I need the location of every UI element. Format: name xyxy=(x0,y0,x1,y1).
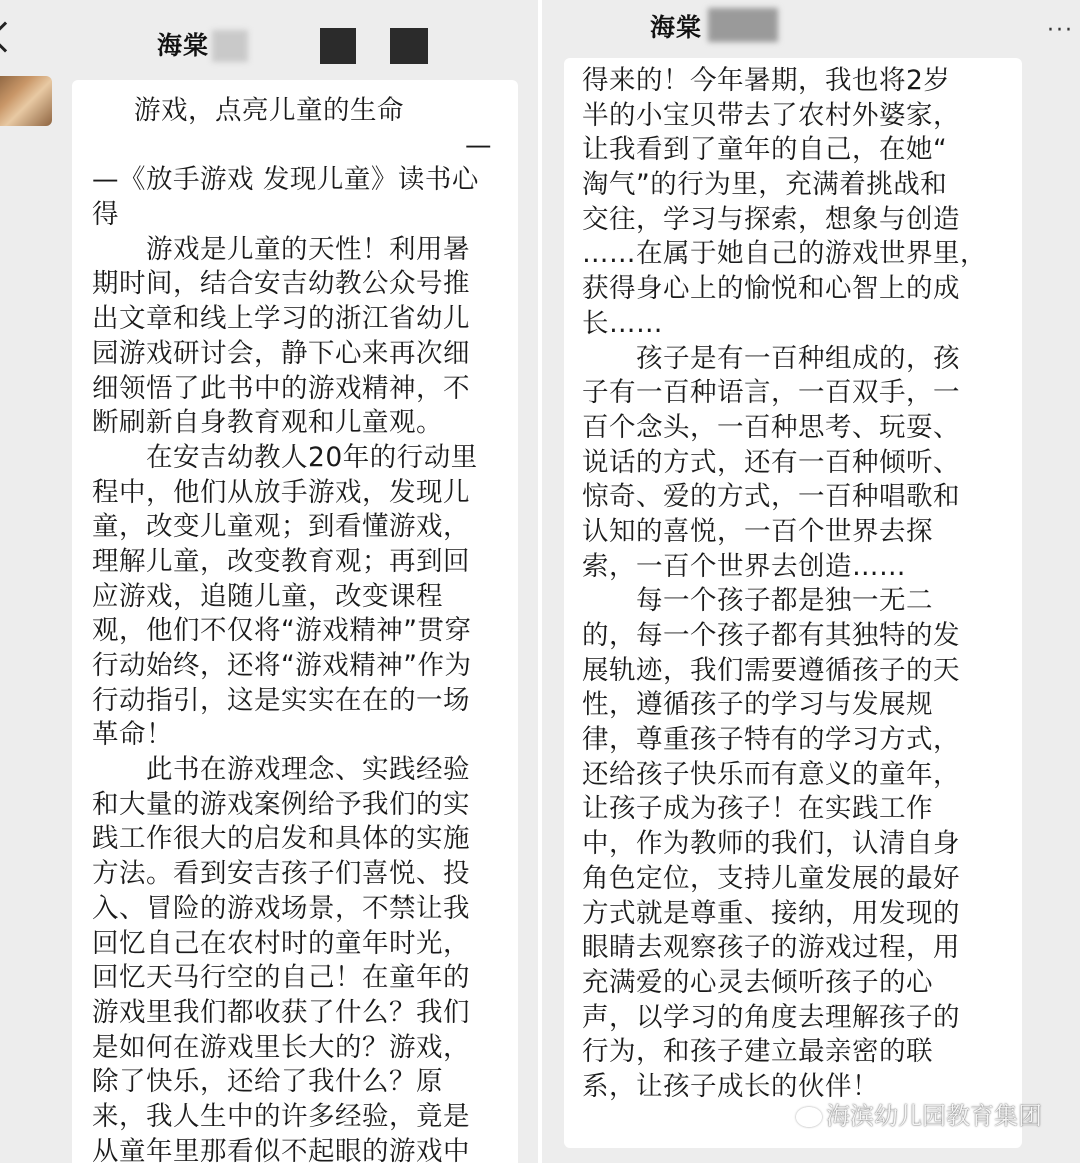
back-icon[interactable] xyxy=(0,21,21,52)
message-text xyxy=(92,94,502,1163)
message-line: 淘气”的行为里，充满着挑战和 xyxy=(582,169,948,201)
message-line: 性，遵循孩子的学习与发展规 xyxy=(582,689,933,721)
watermark xyxy=(796,1096,1042,1131)
message-text xyxy=(582,64,1002,1105)
message-line: 让孩子成为孩子！在实践工作 xyxy=(582,793,933,825)
redacted-block xyxy=(320,28,356,64)
message-line: 游戏是儿童的天性！利用暑 xyxy=(92,233,470,265)
message-line: 长…… xyxy=(582,307,663,339)
message-line: 园游戏研讨会，静下心来再次细 xyxy=(92,337,470,369)
message-line: 说话的方式，还有一百种倾听、 xyxy=(582,446,960,478)
message-line: 展轨迹，我们需要遵循孩子的天 xyxy=(582,654,960,686)
message-line: 行为，和孩子建立最亲密的联 xyxy=(582,1036,933,1068)
message-line: 眼睛去观察孩子的游戏过程，用 xyxy=(582,932,960,964)
message-line: 在安吉幼教人20年的行动里 xyxy=(92,441,478,473)
message-line: 得 xyxy=(92,199,119,231)
message-line: 声，以学习的角度去理解孩子的 xyxy=(582,1001,960,1033)
message-line: 百个念头，一百种思考、玩耍、 xyxy=(582,411,960,443)
message-line: — xyxy=(465,129,492,161)
message-line: 角色定位，支持儿童发展的最好 xyxy=(582,862,960,894)
message-line: 践工作很大的启发和具体的实施 xyxy=(92,823,470,855)
message-line: 的，每一个孩子都有其独特的发 xyxy=(582,620,960,651)
redacted-name-blur xyxy=(708,8,778,42)
message-line: 革命！ xyxy=(92,719,173,751)
avatar[interactable] xyxy=(0,76,52,126)
message-line: 理解儿童，改变教育观；再到回 xyxy=(92,545,470,577)
message-line: 半的小宝贝带去了农村外婆家， xyxy=(582,99,960,131)
message-line: 游戏里我们都收获了什么？我们 xyxy=(92,996,470,1028)
watermark-text: 海滨幼儿园教育集团 xyxy=(826,1102,1042,1130)
message-line: 出文章和线上学习的浙江省幼儿 xyxy=(92,303,470,335)
message-line: 程中，他们从放手游戏，发现儿 xyxy=(92,476,470,508)
message-line: 入、冒险的游戏场景，不禁让我 xyxy=(92,892,470,924)
message-line: 游戏，点亮儿童的生命 xyxy=(134,95,404,126)
message-line: 方法。看到安吉孩子们喜悦、投 xyxy=(92,858,470,890)
message-line: 方式就是尊重、接纳，用发现的 xyxy=(582,897,960,929)
message-line: 每一个孩子都是独一无二 xyxy=(582,585,933,617)
message-line: 观，他们不仅将“游戏精神”贯穿 xyxy=(92,615,472,647)
message-line: 认知的喜悦，一百个世界去探 xyxy=(582,515,933,547)
message-line: 律，尊重孩子特有的学习方式， xyxy=(582,724,960,756)
message-line: 让我看到了童年的自己，在她“ xyxy=(582,134,948,166)
message-line: 回忆自己在农村时的童年时光， xyxy=(92,927,470,959)
right-topbar xyxy=(542,0,1080,60)
message-line: ……在属于她自己的游戏世界里， xyxy=(582,238,987,270)
right-chat-panel xyxy=(542,0,1080,1163)
message-line: 获得身心上的愉悦和心智上的成 xyxy=(582,273,960,305)
message-line: 回忆天马行空的自己！在童年的 xyxy=(92,962,470,994)
message-line: 期时间，结合安吉幼教公众号推 xyxy=(92,268,470,300)
message-line: 行动始终，还将“游戏精神”作为 xyxy=(92,650,472,681)
message-line: 应游戏，追随儿童，改变课程 xyxy=(92,580,443,612)
message-line: —《放手游戏 发现儿童》读书心 xyxy=(92,164,479,196)
message-line: 子有一百种语言，一百双手，一 xyxy=(582,377,960,409)
message-line: 是如何在游戏里长大的？游戏， xyxy=(92,1031,470,1063)
message-line: 充满爱的心灵去倾听孩子的心 xyxy=(582,966,933,998)
left-chat-panel xyxy=(0,0,538,1163)
message-line: 断刷新自身教育观和儿童观。 xyxy=(92,407,443,439)
message-line: 细领悟了此书中的游戏精神，不 xyxy=(92,372,470,404)
chat-title: 海棠 xyxy=(157,31,210,60)
message-line: 来，我人生中的许多经验，竟是 xyxy=(92,1100,470,1132)
message-line: 和大量的游戏案例给予我们的实 xyxy=(92,788,470,820)
message-line: 惊奇、爱的方式，一百种唱歌和 xyxy=(582,481,960,513)
wechat-logo-icon xyxy=(796,1107,822,1127)
message-line: 孩子是有一百种组成的，孩 xyxy=(582,342,960,374)
message-line: 童，改变儿童观；到看懂游戏， xyxy=(92,511,470,543)
chat-title: 海棠 xyxy=(650,13,703,42)
message-line: 得来的！今年暑期，我也将2岁 xyxy=(582,65,951,96)
more-options-icon[interactable]: ··· xyxy=(1047,18,1074,43)
message-line: 从童年里那看似不起眼的游戏中 xyxy=(92,1135,470,1163)
message-line: 索，一百个世界去创造…… xyxy=(582,550,906,582)
left-topbar xyxy=(0,0,538,76)
redacted-name-blur xyxy=(212,30,248,62)
message-line: 交往，学习与探索，想象与创造 xyxy=(582,203,960,235)
message-line: 除了快乐，还给了我什么？原 xyxy=(92,1066,443,1098)
message-line: 行动指引，这是实实在在的一场 xyxy=(92,684,470,716)
message-line: 还给孩子快乐而有意义的童年， xyxy=(582,758,960,790)
message-line: 中，作为教师的我们，认清自身 xyxy=(582,828,960,860)
message-line: 系，让孩子成长的伙伴！ xyxy=(582,1070,879,1102)
redacted-block xyxy=(390,28,428,64)
message-line: 此书在游戏理念、实践经验 xyxy=(92,754,470,786)
